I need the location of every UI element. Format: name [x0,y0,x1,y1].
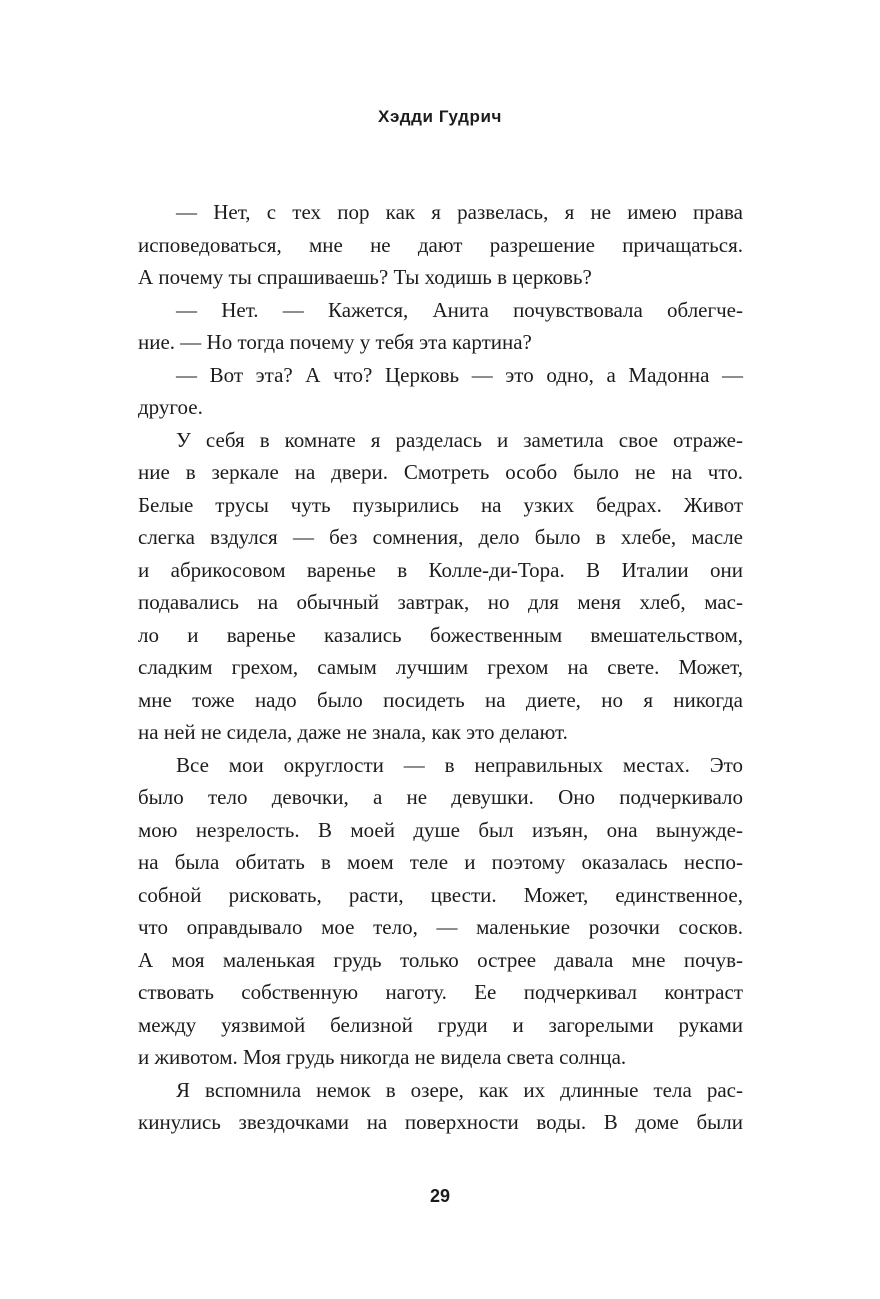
text-line: кинулись звездочками на поверхности воды. В доме были [138,1110,743,1134]
text-line: другое. [138,395,203,419]
text-line: А почему ты спрашиваешь? Ты ходишь в церковь? [138,265,592,289]
text-line: мою незрелость. В моей душе был изъян, она вынужде- [138,817,743,842]
text-line: сладким грехом, самым лучшим грехом на свете. Может, [138,655,743,679]
page-number: 29 [429,1186,451,1206]
paragraph [138,294,743,359]
text-line: слегка вздулся — без сомнения, дело было в хлебе, масле [138,525,743,549]
text-line: ние в зеркале на двери. Смотреть особо было не на что. [138,460,743,484]
text-line: и абрикосовом варенье в Колле-ди-Тора. В Италии они [138,557,743,582]
text-line: А моя маленькая грудь только острее давала мне почув- [138,947,743,972]
text-line: мне тоже надо было посидеть на диете, но я никогда [138,687,743,712]
text-line: было тело девочки, а не девушки. Оно подчеркивало [138,785,743,809]
text-line: на была обитать в моем теле и поэтому оказалась неспо- [138,850,743,874]
text-line: — Нет, с тех пор как я развелась, я не имею права [176,200,743,224]
text-line: между уязвимой белизной груди и загорелыми руками [138,1012,743,1037]
text-block [138,196,743,1139]
text-line: на ней не сидела, даже не знала, как это делают. [138,720,568,744]
paragraph [138,749,743,1074]
text-line: ние. — Но тогда почему у тебя эта картина? [138,330,532,354]
text-line: исповедоваться, мне не дают разрешение причащаться. [138,232,743,257]
text-line: Все мои округлости — в неправильных местах. Это [176,752,743,777]
text-line: ло и варенье казались божественным вмешательством, [138,622,743,647]
text-line: Я вспомнила немок в озере, как их длинные тела рас- [176,1077,743,1102]
running-head: Хэдди Гудрич [378,107,502,126]
text-line: У себя в комнате я разделась и заметила свое отраже- [176,427,743,452]
paragraph [138,1074,743,1139]
text-line: собной рисковать, расти, цвести. Может, единственное, [138,882,743,907]
paragraph [138,196,743,294]
text-line: Белые трусы чуть пузырились на узких бедрах. Живот [138,492,743,517]
text-line: ствовать собственную наготу. Ее подчеркивал контраст [138,980,743,1004]
text-line: и животом. Моя грудь никогда не видела света солнца. [138,1045,627,1069]
text-line: подавались на обычный завтрак, но для меня хлеб, мас- [138,590,743,614]
text-line: — Нет. — Кажется, Анита почувствовала облегче- [176,297,743,322]
paragraph [138,359,743,424]
text-line: — Вот эта? А что? Церковь — это одно, а Мадонна — [176,362,743,387]
paragraph [138,424,743,749]
text-line: что оправдывало мое тело, — маленькие розочки сосков. [138,915,743,939]
